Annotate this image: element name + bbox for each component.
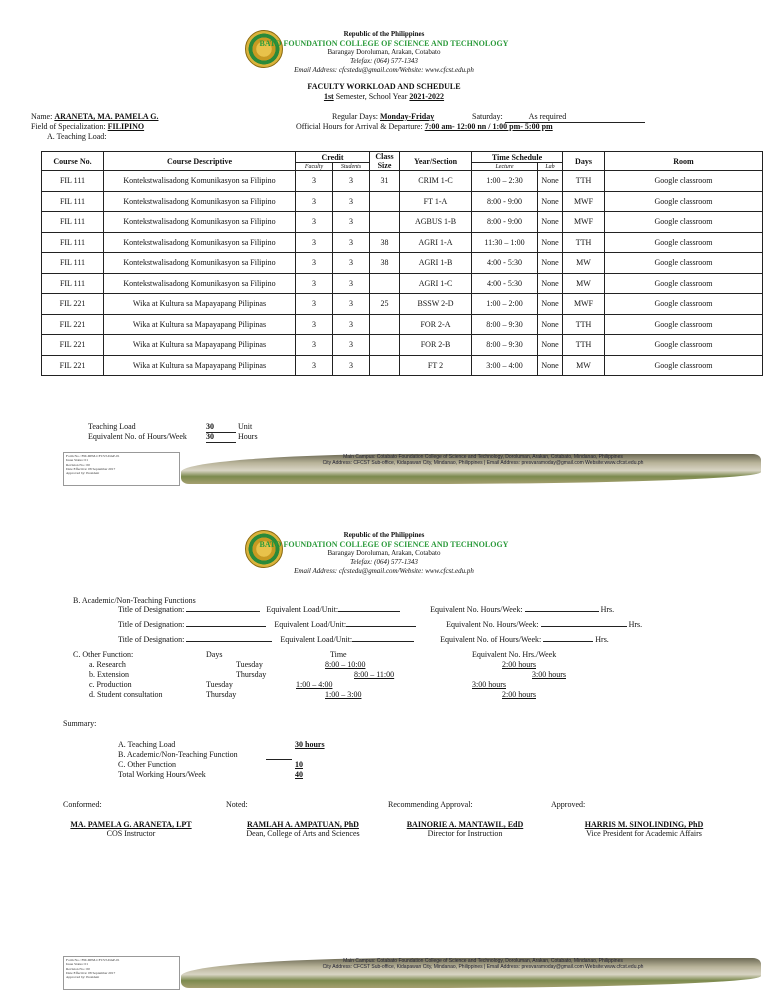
- course-desc: Kontekstwalisadong Komunikasyon sa Filipino: [104, 253, 296, 274]
- room: Google classroom: [605, 232, 763, 253]
- course-no: FIL 111: [42, 253, 104, 274]
- function-time: 8:00 – 11:00: [354, 670, 395, 679]
- lecture-time: 1:00 – 2:30: [472, 171, 538, 192]
- designation-row-2: [118, 620, 642, 630]
- signatory-name: BAINORIE A. MANTAWIL, EdD: [406, 820, 524, 829]
- credit-faculty: 3: [296, 253, 333, 274]
- form-line: Issue Status: 01: [66, 962, 88, 967]
- course-desc: Kontekstwalisadong Komunikasyon sa Filipino: [104, 273, 296, 294]
- semester-text: Semester, School Year: [333, 92, 410, 101]
- republic-line: Republic of the Philippines: [343, 30, 425, 38]
- lab-time: None: [538, 171, 563, 192]
- function-label: d. Student consultation: [89, 690, 163, 699]
- summary-b: B. Academic/Non-Teaching Function: [118, 750, 238, 759]
- course-desc: Kontekstwalisadong Komunikasyon sa Filipino: [104, 212, 296, 233]
- equiv-hours-blank: [543, 641, 593, 642]
- footer-line: City Address: CFCST Sub-office, Kidapawan City, Mindanao, Philippines | Email Address: presvaramoday@gmail.com Website:www.cfcst.edu.ph: [322, 964, 644, 970]
- footer-line: Main Campus: Cotabato Foundation College of Science and Technology, Doroluman, Arakan, Cotabato, Mindanao, Philippines: [343, 454, 623, 460]
- summary-a-value: 30 hours: [295, 740, 325, 749]
- course-no: FIL 221: [42, 355, 104, 376]
- year-section: CRIM 1-C: [400, 171, 472, 192]
- equiv-load-label: Equivalent Load/Unit:: [274, 620, 347, 629]
- page2-header: [0, 531, 768, 576]
- form-line: Revision No.: 00: [66, 966, 90, 971]
- year-section: BSSW 2-D: [400, 294, 472, 315]
- course-desc: Kontekstwalisadong Komunikasyon sa Filipino: [104, 171, 296, 192]
- signatory-role: Director for Instruction: [427, 829, 503, 838]
- equiv-hours-blank: [541, 626, 627, 627]
- table-row: [42, 232, 763, 253]
- function-hours: 3:00 hours: [532, 670, 566, 679]
- credit-students: 3: [333, 191, 370, 212]
- lab-time: None: [538, 232, 563, 253]
- footer-text: [213, 454, 753, 466]
- lecture-time: 3:00 – 4:00: [472, 355, 538, 376]
- class-size: [370, 273, 400, 294]
- course-no: FIL 221: [42, 294, 104, 315]
- table-row: [42, 212, 763, 233]
- function-hours: 2:00 hours: [502, 690, 536, 699]
- credit-students: 3: [333, 273, 370, 294]
- th-room: Room: [605, 152, 763, 171]
- name-line: [31, 112, 158, 122]
- th-lab: Lab: [538, 163, 563, 171]
- class-size: [370, 212, 400, 233]
- credit-faculty: 3: [296, 355, 333, 376]
- signatory-name: RAMLAH A. AMPATUAN, PhD: [247, 820, 359, 829]
- credit-students: 3: [333, 355, 370, 376]
- table-row: [42, 335, 763, 356]
- faculty-name: ARANETA, MA. PAMELA G.: [54, 112, 159, 121]
- designation-row-1: [118, 605, 614, 615]
- designation-blank: [186, 611, 260, 612]
- course-desc: Wika at Kultura sa Mapayapang Pilipinas: [104, 355, 296, 376]
- equiv-hours-label: Equivalent No. Hours/Week:: [446, 620, 539, 629]
- regular-days-value: Monday-Friday: [380, 112, 435, 121]
- lecture-time: 8:00 - 9:00: [472, 191, 538, 212]
- designation-blank: [186, 641, 272, 642]
- lecture-time: 8:00 – 9:30: [472, 314, 538, 335]
- summary-b-blank: [266, 759, 292, 760]
- days: MWF: [563, 294, 605, 315]
- hrs-label: Hrs.: [628, 620, 643, 629]
- credit-students: 3: [333, 171, 370, 192]
- teaching-load-total-unit: Unit: [238, 422, 253, 431]
- credit-faculty: 3: [296, 232, 333, 253]
- equiv-hours-blank: [525, 611, 599, 612]
- form-line: Revision No.: 00: [66, 462, 90, 467]
- year-section: AGBUS 1-B: [400, 212, 472, 233]
- th-course-no: Course No.: [42, 152, 104, 171]
- equiv-hours-total: [88, 432, 258, 443]
- page2-footer: [63, 956, 763, 990]
- name-label: Name:: [31, 112, 55, 121]
- equiv-load-blank: [352, 641, 414, 642]
- th-days: Days: [563, 152, 605, 171]
- days: TTH: [563, 171, 605, 192]
- spec-value: FILIPINO: [107, 122, 145, 131]
- lecture-time: 8:00 – 9:30: [472, 335, 538, 356]
- table-row: [42, 294, 763, 315]
- course-no: FIL 111: [42, 232, 104, 253]
- footer-line: Main Campus: Cotabato Foundation College of Science and Technology, Doroluman, Arakan, Cotabato, Mindanao, Philippines: [343, 958, 623, 964]
- function-hours: 2:00 hours: [502, 660, 536, 669]
- signatory-recommending: [392, 820, 538, 838]
- table-row: [42, 191, 763, 212]
- footer-line: City Address: CFCST Sub-office, Kidapawan City, Mindanao, Philippines | Email Address: presvaramoday@gmail.com Website:www.cfcst.edu.ph: [322, 460, 644, 466]
- college-address: Barangay Doroluman, Arakan, Cotabato: [327, 48, 441, 56]
- lab-time: None: [538, 212, 563, 233]
- room: Google classroom: [605, 212, 763, 233]
- section-b-heading: B. Academic/Non-Teaching Functions: [73, 596, 196, 605]
- equiv-load-blank: [346, 626, 416, 627]
- spec-label: Field of Specialization:: [31, 122, 108, 131]
- days: TTH: [563, 232, 605, 253]
- year-section: FT 2: [400, 355, 472, 376]
- course-desc: Kontekstwalisadong Komunikasyon sa Filipino: [104, 191, 296, 212]
- th-class-size: Class Size: [370, 152, 400, 171]
- signatory-role: Vice President for Academic Affairs: [586, 829, 702, 838]
- year-section: AGRI 1-C: [400, 273, 472, 294]
- lecture-time: 11:30 – 1:00: [472, 232, 538, 253]
- regular-days-line: [332, 112, 434, 122]
- noted-label: Noted:: [226, 800, 248, 809]
- th-course-desc: Course Descriptive: [104, 152, 296, 171]
- summary-c: C. Other Function: [118, 760, 176, 769]
- course-desc: Wika at Kultura sa Mapayapang Pilipinas: [104, 314, 296, 335]
- function-day: Tuesday: [236, 660, 263, 669]
- teaching-load-rows: [42, 171, 763, 376]
- signatory-name: HARRIS M. SINOLINDING, PhD: [584, 820, 704, 829]
- function-label: b. Extension: [89, 670, 129, 679]
- signatory-conformed: [58, 820, 204, 838]
- designation-label: Title of Designation:: [118, 620, 185, 629]
- equiv-hours-value: 30: [206, 432, 236, 443]
- signatory-approved: [556, 820, 732, 838]
- page1-footer: [63, 452, 763, 486]
- lab-time: None: [538, 253, 563, 274]
- function-label: a. Research: [89, 660, 126, 669]
- course-no: FIL 111: [42, 171, 104, 192]
- specialization-line: [31, 122, 144, 132]
- course-no: FIL 221: [42, 335, 104, 356]
- form-line: Date Effective: 08 September 2017: [66, 970, 116, 975]
- credit-faculty: 3: [296, 171, 333, 192]
- col-days: Days: [206, 650, 223, 659]
- lecture-time: 4:00 - 5:30: [472, 253, 538, 274]
- official-hours-label: Official Hours for Arrival & Departure:: [296, 122, 425, 131]
- col-time: Time: [330, 650, 347, 659]
- saturday-value-text: As required: [528, 112, 567, 121]
- teaching-load-total-value: 30: [206, 422, 236, 433]
- table-row: [42, 253, 763, 274]
- room: Google classroom: [605, 335, 763, 356]
- saturday-label: Saturday:: [472, 112, 505, 121]
- official-hours-value: 7:00 am- 12:00 nn / 1:00 pm- 5:00 pm: [424, 122, 553, 131]
- signatory-role: Dean, College of Arts and Sciences: [246, 829, 360, 838]
- semester: 1st: [323, 92, 334, 101]
- function-day: Thursday: [236, 670, 267, 679]
- credit-faculty: 3: [296, 273, 333, 294]
- function-label: c. Production: [89, 680, 132, 689]
- lab-time: None: [538, 294, 563, 315]
- official-hours-line: [296, 122, 553, 132]
- room: Google classroom: [605, 294, 763, 315]
- semester-line: [0, 92, 768, 102]
- summary-label: Summary:: [63, 719, 97, 728]
- th-lecture: Lecture: [472, 163, 538, 171]
- class-size: 31: [370, 171, 400, 192]
- lecture-time: 1:00 – 2:00: [472, 294, 538, 315]
- designation-label: Title of Designation:: [118, 605, 185, 614]
- credit-faculty: 3: [296, 314, 333, 335]
- days: MW: [563, 253, 605, 274]
- credit-students: 3: [333, 253, 370, 274]
- college-name: BATO FOUNDATION COLLEGE OF SCIENCE AND TECHNOLOGY: [259, 39, 509, 48]
- summary-c-value: 10: [295, 760, 303, 769]
- year-section: AGRI 1-A: [400, 232, 472, 253]
- room: Google classroom: [605, 253, 763, 274]
- designation-blank: [186, 626, 266, 627]
- form-line: Form No.: FM-DPM-CFCST-DAP-01: [66, 958, 120, 962]
- college-email: Email Address: cfcstedu@gmail.com/Website: www.cfcst.edu.ph: [294, 567, 474, 575]
- class-size: [370, 191, 400, 212]
- credit-students: 3: [333, 335, 370, 356]
- class-size: 38: [370, 253, 400, 274]
- course-desc: Kontekstwalisadong Komunikasyon sa Filipino: [104, 232, 296, 253]
- th-time-schedule: Time Schedule: [472, 152, 563, 163]
- table-row: [42, 273, 763, 294]
- room: Google classroom: [605, 314, 763, 335]
- year-section: FT 1-A: [400, 191, 472, 212]
- recommending-label: Recommending Approval:: [388, 800, 473, 809]
- signatory-role: COS Instructor: [106, 829, 156, 838]
- form-info: [63, 956, 180, 990]
- credit-students: 3: [333, 294, 370, 315]
- summary-total: Total Working Hours/Week: [118, 770, 206, 779]
- days: TTH: [563, 314, 605, 335]
- form-info: [63, 452, 180, 486]
- course-desc: Wika at Kultura sa Mapayapang Pilipinas: [104, 335, 296, 356]
- form-line: Issue Status: 01: [66, 458, 88, 463]
- credit-faculty: 3: [296, 191, 333, 212]
- designation-row-3: [118, 635, 609, 645]
- section-c-heading: C. Other Function:: [73, 650, 134, 659]
- college-telefax: Telefax: (064) 577-1343: [350, 57, 418, 65]
- days: TTH: [563, 335, 605, 356]
- college-telefax: Telefax: (064) 577-1343: [350, 558, 418, 566]
- days: MWF: [563, 212, 605, 233]
- school-year: 2021-2022: [409, 92, 445, 101]
- function-time: 1:00 – 4:00: [296, 680, 333, 689]
- table-row: [42, 171, 763, 192]
- regular-days-label: Regular Days:: [332, 112, 380, 121]
- summary-total-value: 40: [295, 770, 303, 779]
- class-size: [370, 355, 400, 376]
- room: Google classroom: [605, 355, 763, 376]
- year-section: FOR 2-B: [400, 335, 472, 356]
- function-time: 1:00 – 3:00: [325, 690, 362, 699]
- credit-faculty: 3: [296, 212, 333, 233]
- teaching-load-total-label: Teaching Load: [88, 422, 136, 431]
- form-line: Approved by: President: [66, 975, 100, 980]
- course-no: FIL 221: [42, 314, 104, 335]
- class-size: [370, 314, 400, 335]
- col-equiv: Equivalent No. Hrs./Week: [472, 650, 557, 659]
- room: Google classroom: [605, 171, 763, 192]
- course-no: FIL 111: [42, 212, 104, 233]
- credit-students: 3: [333, 212, 370, 233]
- class-size: [370, 335, 400, 356]
- lab-time: None: [538, 335, 563, 356]
- equiv-hours-label: Equivalent No. of Hours/Week:: [440, 635, 542, 644]
- republic-line: Republic of the Philippines: [343, 531, 425, 539]
- credit-faculty: 3: [296, 294, 333, 315]
- th-faculty: Faculty: [296, 163, 333, 171]
- college-email: Email Address: cfcstedu@gmail.com/Website: www.cfcst.edu.ph: [294, 66, 474, 74]
- course-no: FIL 111: [42, 191, 104, 212]
- function-hours: 3:00 hours: [472, 680, 506, 689]
- table-row: [42, 314, 763, 335]
- function-time: 8:00 – 10:00: [325, 660, 366, 669]
- teaching-load-table: [41, 151, 763, 376]
- designation-label: Title of Designation:: [118, 635, 185, 644]
- class-size: 25: [370, 294, 400, 315]
- college-name: BATO FOUNDATION COLLEGE OF SCIENCE AND TECHNOLOGY: [259, 540, 509, 549]
- course-desc: Wika at Kultura sa Mapayapang Pilipinas: [104, 294, 296, 315]
- credit-students: 3: [333, 314, 370, 335]
- lab-time: None: [538, 273, 563, 294]
- equiv-load-blank: [338, 611, 400, 612]
- lecture-time: 8:00 - 9:00: [472, 212, 538, 233]
- teaching-load-heading: A. Teaching Load:: [47, 132, 107, 141]
- credit-students: 3: [333, 232, 370, 253]
- lab-time: None: [538, 314, 563, 335]
- year-section: AGRI 1-B: [400, 253, 472, 274]
- page1-header: [0, 30, 768, 75]
- page-title: FACULTY WORKLOAD AND SCHEDULE: [307, 82, 461, 91]
- credit-faculty: 3: [296, 335, 333, 356]
- function-day: Tuesday: [206, 680, 233, 689]
- days: MW: [563, 273, 605, 294]
- equiv-hours-label: Equivalent No. of Hours/Week: [88, 432, 187, 441]
- signatory-name: MA. PAMELA G. ARANETA, LPT: [70, 820, 192, 829]
- days: MW: [563, 355, 605, 376]
- course-no: FIL 111: [42, 273, 104, 294]
- hrs-label: Hrs.: [595, 635, 609, 644]
- equiv-hours-label: Equivalent No. Hours/Week:: [430, 605, 523, 614]
- lab-time: None: [538, 191, 563, 212]
- equiv-load-label: Equivalent Load/Unit:: [280, 635, 353, 644]
- approved-label: Approved:: [551, 800, 586, 809]
- signatory-noted: [230, 820, 376, 838]
- year-section: FOR 2-A: [400, 314, 472, 335]
- conformed-label: Conformed:: [63, 800, 102, 809]
- college-address: Barangay Doroluman, Arakan, Cotabato: [327, 549, 441, 557]
- room: Google classroom: [605, 273, 763, 294]
- form-line: Approved by: President: [66, 471, 100, 476]
- form-line: Date Effective: 08 September 2017: [66, 466, 116, 471]
- summary-a: A. Teaching Load: [118, 740, 176, 749]
- days: MWF: [563, 191, 605, 212]
- room: Google classroom: [605, 191, 763, 212]
- form-line: Form No.: FM-DPM-CFCST-DAP-01: [66, 454, 120, 458]
- th-year-section: Year/Section: [400, 152, 472, 171]
- footer-text: [213, 958, 753, 970]
- class-size: 38: [370, 232, 400, 253]
- th-students: Students: [333, 163, 370, 171]
- hrs-label: Hrs.: [600, 605, 615, 614]
- table-row: [42, 355, 763, 376]
- equiv-load-label: Equivalent Load/Unit:: [266, 605, 339, 614]
- th-credit: Credit: [296, 152, 370, 163]
- equiv-hours-unit: Hours: [238, 432, 258, 441]
- lab-time: None: [538, 355, 563, 376]
- lecture-time: 4:00 - 5:30: [472, 273, 538, 294]
- function-day: Thursday: [206, 690, 237, 699]
